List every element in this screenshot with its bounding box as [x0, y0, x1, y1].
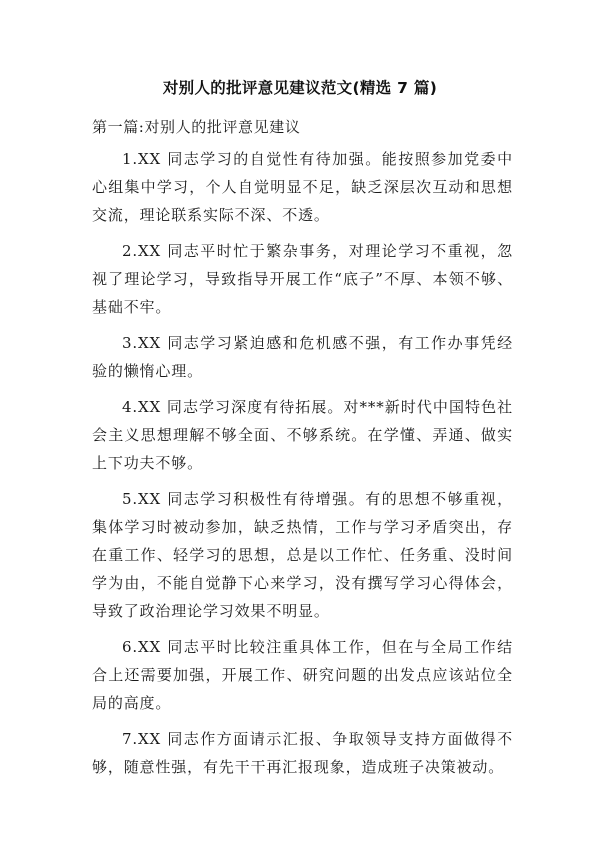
- paragraph-list: [92, 145, 513, 789]
- paragraph-4: 4.XX 同志学习深度有待拓展。对***新时代中国特色社会主义思想理解不够全面、不够系统。在学懂、弄通、做实上下功夫不够。: [92, 398, 513, 472]
- document-title: 对别人的批评意见建议范文(精选 7 篇): [162, 79, 438, 97]
- paragraph-2: 2.XX 同志平时忙于繁杂事务，对理论学习不重视，忽视了理论学习，导致指导开展工作“底子”不厚、本领不够、基础不牢。: [92, 242, 513, 316]
- paragraph-3: 3.XX 同志学习紧迫感和危机感不强，有工作办事凭经验的懒惰心理。: [92, 334, 513, 380]
- section-heading: 第一篇:对别人的批评意见建议: [92, 118, 301, 136]
- paragraph-6: 6.XX 同志平时比较注重具体工作，但在与全局工作结合上还需要加强，开展工作、研究问题的出发点应该站位全局的高度。: [92, 638, 513, 712]
- paragraph-7: 7.XX 同志作方面请示汇报、争取领导支持方面做得不够，随意性强，有先干干再汇报现象，造成班子决策被动。: [92, 730, 513, 776]
- paragraph-1: 1.XX 同志学习的自觉性有待加强。能按照参加党委中心组集中学习，个人自觉明显不足，缺乏深层次互动和思想交流，理论联系实际不深、不透。: [92, 150, 513, 224]
- paragraph-5: 5.XX 同志学习积极性有待增强。有的思想不够重视，集体学习时被动参加，缺乏热情，工作与学习矛盾突出，存在重工作、轻学习的思想，总是以工作忙、任务重、没时间学为由，不能自觉静下心来学习，没有撰写学习心得体会，导致了政治理论学习效果不明显。: [92, 490, 513, 620]
